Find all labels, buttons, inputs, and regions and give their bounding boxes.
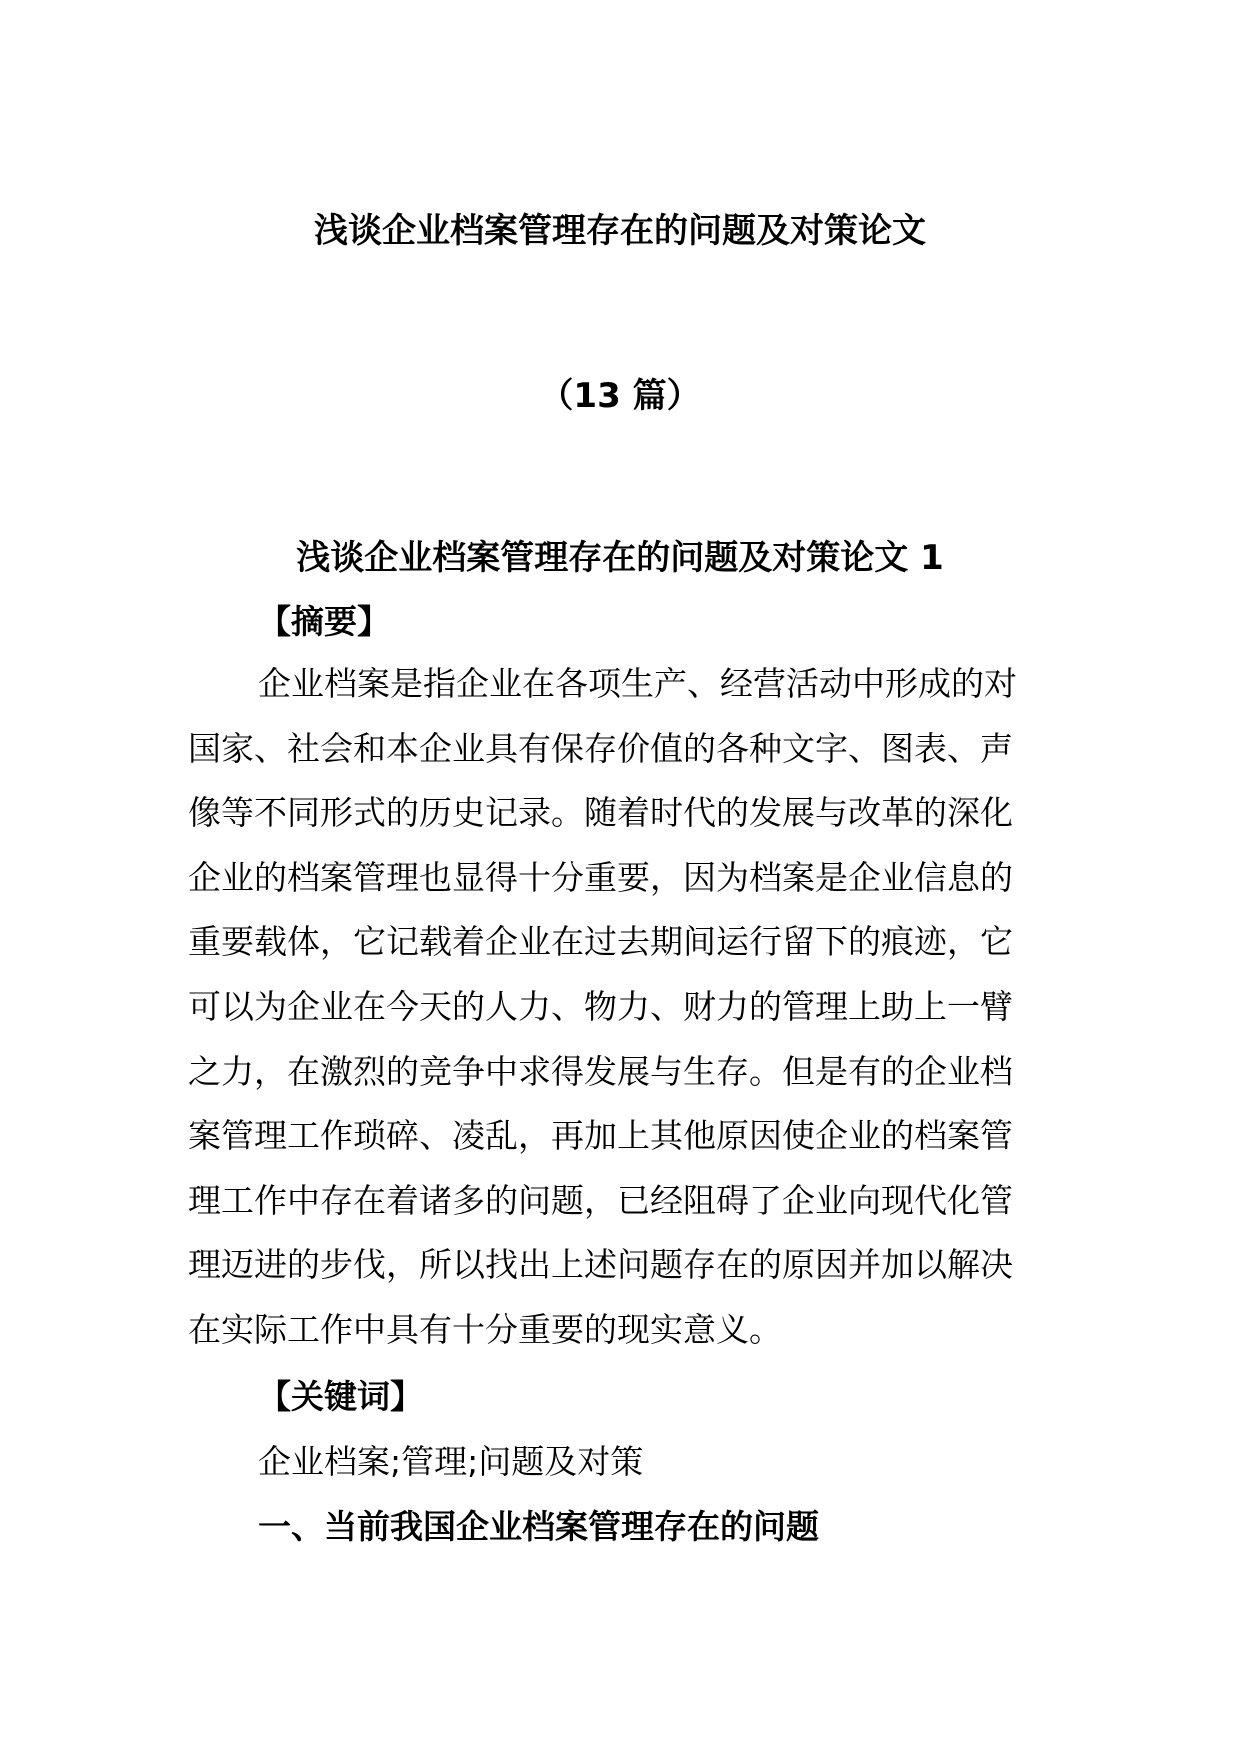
abstract-line: 理迈进的步伐，所以找出上述问题存在的原因并加以解决 <box>188 1245 1013 1284</box>
abstract-line: 可以为企业在今天的人力、物力、财力的管理上助上一臂 <box>188 987 1013 1026</box>
article-count: （13 篇） <box>539 376 701 416</box>
keywords-text: 企业档案;管理;问题及对策 <box>258 1442 644 1481</box>
abstract-line: 国家、社会和本企业具有保存价值的各种文字、图表、声 <box>188 729 1013 768</box>
keywords-label: 【关键词】 <box>258 1377 423 1416</box>
abstract-line: 企业的档案管理也显得十分重要，因为档案是企业信息的 <box>188 858 1013 897</box>
abstract-line: 重要载体，它记载着企业在过去期间运行留下的痕迹，它 <box>188 922 1013 961</box>
abstract-line: 之力，在激烈的竞争中求得发展与生存。但是有的企业档 <box>188 1052 1013 1091</box>
abstract-line: 案管理工作琐碎、凌乱，再加上其他原因使企业的档案管 <box>188 1116 1013 1155</box>
abstract-line: 像等不同形式的历史记录。随着时代的发展与改革的深化 <box>188 793 1013 832</box>
article-title: 浅谈企业档案管理存在的问题及对策论文 1 <box>296 538 944 578</box>
abstract-line: 企业档案是指企业在各项生产、经营活动中形成的对 <box>258 664 1017 703</box>
section-heading: 一、当前我国企业档案管理存在的问题 <box>258 1507 819 1546</box>
main-title: 浅谈企业档案管理存在的问题及对策论文 <box>314 211 926 251</box>
abstract-line: 在实际工作中具有十分重要的现实意义。 <box>188 1310 782 1349</box>
abstract-label: 【摘要】 <box>258 602 390 641</box>
abstract-line: 理工作中存在着诸多的问题，已经阻碍了企业向现代化管 <box>188 1181 1013 1220</box>
